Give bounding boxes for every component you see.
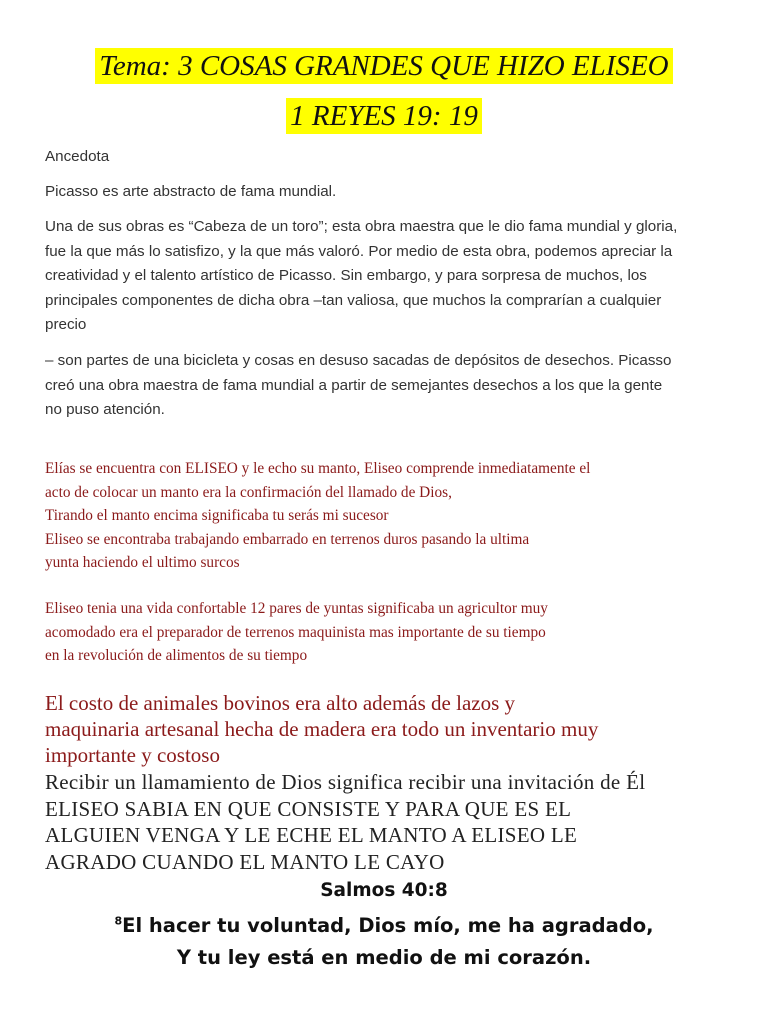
text-line: – son partes de una bicicleta y cosas en desuso sacadas de depósitos de desechos. Picasso	[45, 352, 672, 369]
psalm-verse-line-1	[0, 914, 768, 937]
text-line: ELISEO SABIA EN QUE CONSISTE Y PARA QUE ES EL	[45, 796, 572, 821]
black-paragraph	[45, 769, 721, 875]
title-line-1	[0, 47, 768, 85]
text-line: maquinaria artesanal hecha de madera era todo un inventario muy	[45, 717, 599, 741]
verse-text: El hacer tu voluntad, Dios mío, me ha agradado,	[122, 914, 654, 937]
intro-paragraph-2	[45, 215, 725, 338]
text-line: AGRADO CUANDO EL MANTO LE CAYO	[45, 849, 445, 874]
text-line: ALGUIEN VENGA Y LE ECHE EL MANTO A ELISEO LE	[45, 823, 578, 847]
text-line: Eliseo se encontraba trabajando embarrado en terrenos duros pasando la ultima	[45, 530, 530, 548]
text-line: yunta haciendo el ultimo surcos	[45, 554, 240, 571]
text-line: importante y costoso	[45, 743, 220, 767]
verse-number: 8	[114, 914, 123, 928]
text-line: fue la que más lo satisfizo, y la que más valoró. Por medio de esta obra, podemos apreciar la	[45, 242, 673, 260]
title-line-2	[0, 97, 768, 135]
text-line: El costo de animales bovinos era alto además de lazos y	[45, 691, 516, 715]
title-highlight-2: 1 REYES 19: 19	[286, 98, 482, 134]
red-paragraph-3	[45, 690, 721, 768]
text-line: Eliseo tenia una vida confortable 12 pares de yuntas significaba un agricultor muy	[45, 600, 548, 617]
anecdote-heading: Ancedota	[45, 148, 110, 165]
text-line: en la revolución de alimentos de su tiempo	[45, 647, 308, 664]
red-paragraph-2	[45, 597, 721, 668]
psalm-verse-line-2: Y tu ley está en medio de mi corazón.	[176, 946, 592, 969]
title-highlight-1: Tema: 3 COSAS GRANDES QUE HIZO ELISEO	[95, 48, 672, 84]
intro-paragraph-1: Picasso es arte abstracto de fama mundial.	[45, 183, 337, 200]
text-line: acomodado era el preparador de terrenos maquinista mas importante de su tiempo	[45, 623, 546, 641]
text-line: principales componentes de dicha obra –tan valiosa, que muchos la comprarían a cualquier	[45, 291, 662, 309]
text-line: Elías se encuentra con ELISEO y le echo su manto, Eliseo comprende inmediatamente el	[45, 460, 591, 477]
text-line: acto de colocar un manto era la confirmación del llamado de Dios,	[45, 483, 452, 501]
intro-paragraph-3	[45, 349, 725, 423]
text-line: Tirando el manto encima significaba tu serás mi sucesor	[45, 507, 389, 524]
text-line: Recibir un llamamiento de Dios significa recibir una invitación de Él	[45, 770, 646, 794]
psalm-reference: Salmos 40:8	[320, 880, 448, 901]
text-line: precio	[45, 316, 87, 333]
text-line: no puso atención.	[45, 401, 165, 418]
red-paragraph-1	[45, 457, 721, 575]
text-line: creatividad y el talento artístico de Picasso. Sin embargo, y para sorpresa de muchos, los	[45, 267, 647, 284]
text-line: creó una obra maestra de fama mundial a partir de semejantes desechos a los que la gente	[45, 376, 663, 394]
text-line: Una de sus obras es “Cabeza de un toro”; esta obra maestra que le dio fama mundial y gloria,	[45, 218, 678, 235]
